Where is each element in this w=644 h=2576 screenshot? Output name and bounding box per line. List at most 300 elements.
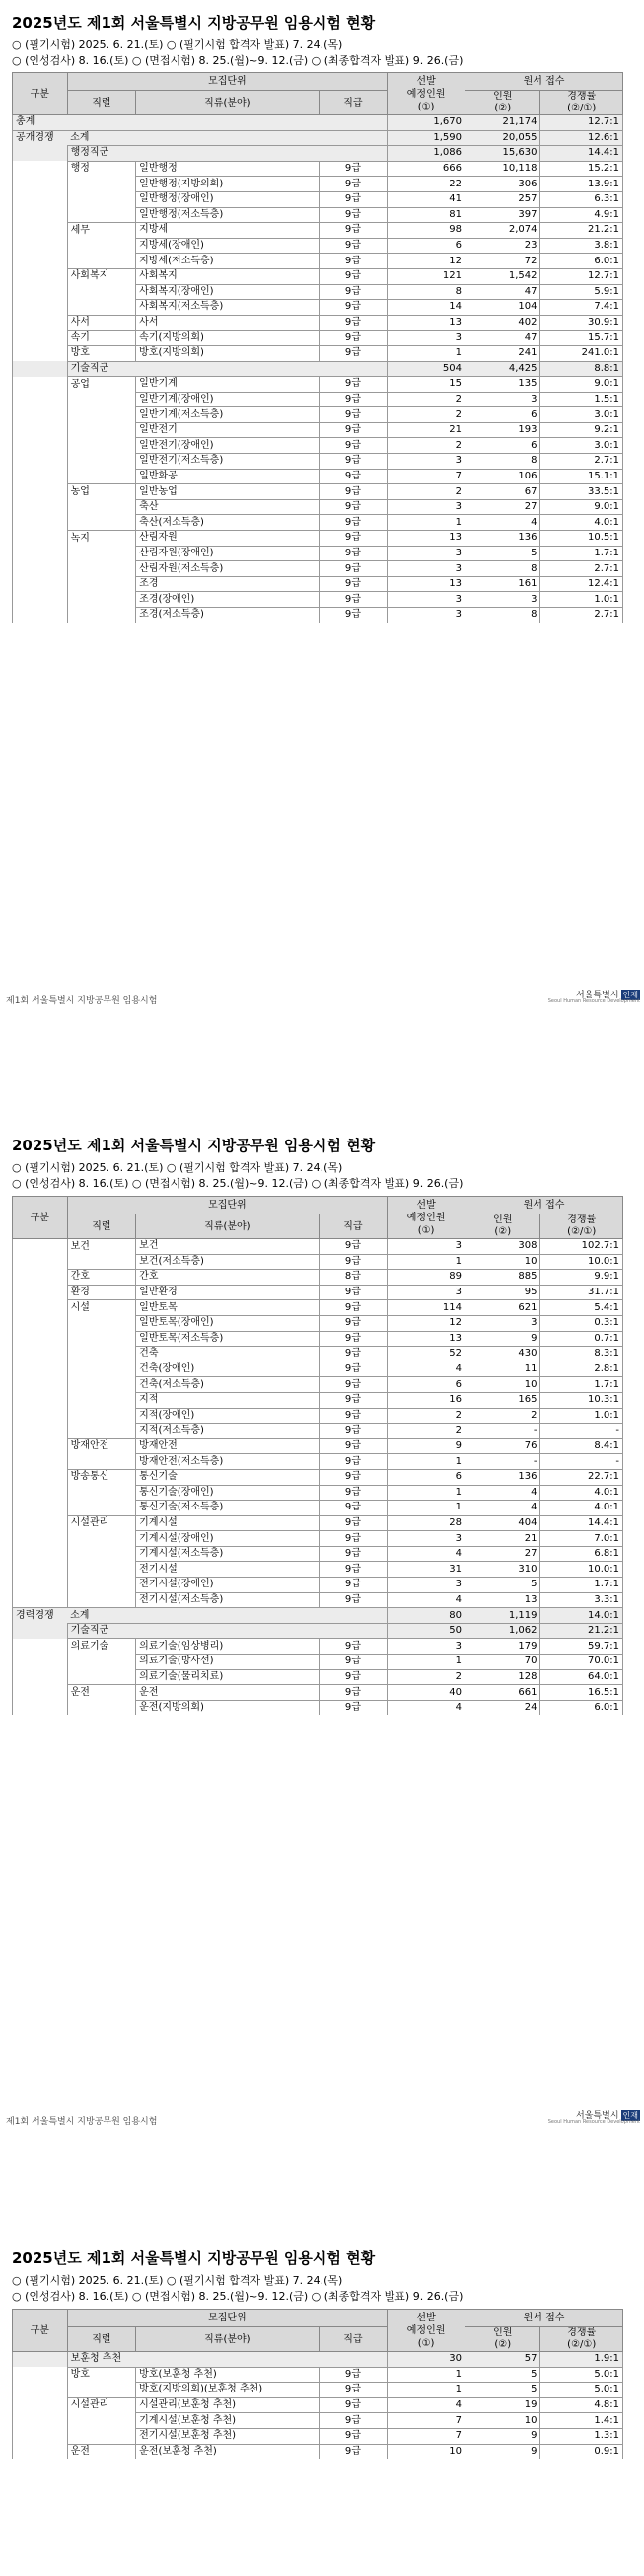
cell-jikryu: 산림자원(저소득층) xyxy=(136,561,319,577)
cell-jikryeol xyxy=(67,1454,136,1470)
recruitment-table xyxy=(12,72,623,623)
cell-applicant-count: 2,074 xyxy=(465,223,539,239)
header-ratio-line: (②/①) xyxy=(567,103,597,113)
table-row xyxy=(13,1270,623,1286)
cell-category xyxy=(13,1285,68,1300)
cell-selection-count: 1,670 xyxy=(388,115,465,131)
header-applicants-line: 인원 xyxy=(493,2327,513,2338)
cell-selection-count: 8 xyxy=(388,284,465,300)
cell-competition-ratio: 7.4:1 xyxy=(540,300,623,316)
cell-jikryeol: 시설 xyxy=(67,1300,136,1316)
cell-category xyxy=(13,499,68,515)
cell-jikgeup: 9급 xyxy=(319,1485,388,1501)
cell-category xyxy=(13,1578,68,1593)
cell-applicant-count: 135 xyxy=(465,377,539,393)
cell-selection-count: 1 xyxy=(388,1501,465,1516)
cell-jikgeup: 9급 xyxy=(319,177,388,192)
cell-jikryeol: 보건 xyxy=(67,1239,136,1255)
header-selection-line: 예정인원 xyxy=(406,88,446,100)
cell-jikgeup: 9급 xyxy=(319,1578,388,1593)
cell-category xyxy=(13,1270,68,1286)
cell-jikryu: 조경(저소득층) xyxy=(136,608,319,623)
schedule-line-1: ○ (필기시험) 2025. 6. 21.(토) ○ (필기시험 합격자 발표) 7. 24.(목) xyxy=(12,38,343,51)
cell-competition-ratio: 2.7:1 xyxy=(540,561,623,577)
table-row xyxy=(13,1592,623,1608)
footer-text: 제1회 서울특별시 지방공무원 임용시험 xyxy=(6,2117,158,2127)
cell-selection-count: 2 xyxy=(388,1408,465,1424)
cell-competition-ratio: 1.7:1 xyxy=(540,546,623,561)
cell-competition-ratio: 1.7:1 xyxy=(540,1377,623,1393)
cell-jikryu: 사회복지 xyxy=(136,268,319,284)
table-row xyxy=(13,191,623,207)
cell-category xyxy=(13,361,68,377)
cell-category xyxy=(13,1485,68,1501)
cell-jikryeol xyxy=(67,1347,136,1362)
cell-applicant-count: 310 xyxy=(465,1562,539,1578)
cell-jikryu: 건축 xyxy=(136,1347,319,1362)
cell-selection-count: 41 xyxy=(388,191,465,207)
cell-competition-ratio: 3.8:1 xyxy=(540,238,623,254)
cell-jikryu: 사회복지(저소득층) xyxy=(136,300,319,316)
cell-applicant-count: 128 xyxy=(465,1669,539,1685)
header-selection-line: (①) xyxy=(417,101,435,112)
cell-category xyxy=(13,2413,68,2429)
cell-jikryu: 보건(저소득층) xyxy=(136,1254,319,1270)
cell-jikgeup: 9급 xyxy=(319,345,388,361)
cell-jikgeup: 9급 xyxy=(319,2413,388,2429)
table-row xyxy=(13,300,623,316)
cell-jikryeol: 사회복지 xyxy=(67,268,136,284)
cell-selection-count: 10 xyxy=(388,2444,465,2459)
table-row xyxy=(13,1362,623,1377)
cell-applicant-count: 136 xyxy=(465,1469,539,1485)
cell-selection-count: 1,086 xyxy=(388,146,465,162)
header-applicants xyxy=(465,91,539,115)
cell-category xyxy=(13,1254,68,1270)
cell-jikryeol xyxy=(67,454,136,470)
cell-jikgeup: 9급 xyxy=(319,499,388,515)
cell-jikryu: 건축(장애인) xyxy=(136,1362,319,1377)
cell-jikryu: 일반농업 xyxy=(136,484,319,500)
cell-selection-count: 3 xyxy=(388,1239,465,1255)
header-ratio xyxy=(540,91,623,115)
header-applicants xyxy=(465,1214,539,1239)
cell-selection-count: 1 xyxy=(388,515,465,531)
cell-category xyxy=(13,1331,68,1347)
cell-selection-count: 28 xyxy=(388,1515,465,1531)
cell-jikryeol xyxy=(67,438,136,454)
table-row xyxy=(13,422,623,438)
cell-category xyxy=(13,146,68,162)
cell-selection-count: 21 xyxy=(388,422,465,438)
table-row xyxy=(13,2413,623,2429)
cell-selection-count: 3 xyxy=(388,1531,465,1547)
cell-jikryeol xyxy=(67,592,136,608)
cell-category xyxy=(13,191,68,207)
cell-category xyxy=(13,268,68,284)
cell-jikryeol xyxy=(67,1655,136,1670)
cell-jikryu: 방호(지방의회)(보훈청 추천) xyxy=(136,2383,319,2398)
table-row xyxy=(13,284,623,300)
cell-jikryeol: 시설관리 xyxy=(67,2397,136,2413)
cell-jikryeol xyxy=(67,300,136,316)
table-row xyxy=(13,238,623,254)
cell-competition-ratio: 6.8:1 xyxy=(540,1546,623,1562)
cell-jikryu: 일반화공 xyxy=(136,469,319,484)
cell-jikryeol xyxy=(67,2413,136,2429)
cell-jikryu: 통신기술(저소득층) xyxy=(136,1501,319,1516)
cell-category xyxy=(13,2444,68,2459)
cell-jikryeol: 속기 xyxy=(67,331,136,346)
cell-jikryeol: 방송통신 xyxy=(67,1469,136,1485)
cell-applicant-count: 5 xyxy=(465,546,539,561)
cell-jikryu: 일반기계 xyxy=(136,377,319,393)
cell-selection-count: 1 xyxy=(388,1454,465,1470)
table-row xyxy=(13,146,623,162)
cell-jikryu: 일반행정 xyxy=(136,161,319,177)
cell-competition-ratio: 12.6:1 xyxy=(540,130,623,146)
cell-applicant-count: 10,118 xyxy=(465,161,539,177)
cell-category xyxy=(13,454,68,470)
cell-jikryu: 지방세(장애인) xyxy=(136,238,319,254)
table-row xyxy=(13,531,623,547)
cell-jikgeup: 9급 xyxy=(319,238,388,254)
schedule-line-2: ○ (인성검사) 8. 16.(토) ○ (면접시험) 8. 25.(월)~9. 12.(금) ○ (최종합격자 발표) 9. 26.(금) xyxy=(12,1177,464,1190)
cell-jikgeup: 9급 xyxy=(319,469,388,484)
cell-competition-ratio: 15.2:1 xyxy=(540,161,623,177)
cell-selection-count: 504 xyxy=(388,361,465,377)
schedule-line-1: ○ (필기시험) 2025. 6. 21.(토) ○ (필기시험 합격자 발표) 7. 24.(목) xyxy=(12,1161,343,1174)
table-row xyxy=(13,2397,623,2413)
cell-jikgeup: 9급 xyxy=(319,1592,388,1608)
cell-jikgeup: 9급 xyxy=(319,254,388,269)
cell-jikryu: 의료기술(임상병리) xyxy=(136,1639,319,1655)
cell-category xyxy=(13,1562,68,1578)
cell-competition-ratio: 8.3:1 xyxy=(540,1347,623,1362)
cell-applicant-count: 1,119 xyxy=(465,1608,539,1624)
cell-selection-count: 3 xyxy=(388,331,465,346)
cell-applicant-count: 179 xyxy=(465,1639,539,1655)
cell-jikgeup: 9급 xyxy=(319,392,388,407)
cell-jikgeup: 9급 xyxy=(319,1392,388,1408)
cell-jikgeup: 9급 xyxy=(319,1438,388,1454)
cell-applicant-count: 15,630 xyxy=(465,146,539,162)
cell-applicant-count: 1,062 xyxy=(465,1623,539,1639)
cell-jikgeup: 9급 xyxy=(319,1562,388,1578)
cell-category xyxy=(13,1315,68,1331)
cell-applicant-count: 27 xyxy=(465,1546,539,1562)
cell-jikryeol xyxy=(67,469,136,484)
cell-category xyxy=(13,1623,68,1639)
cell-category xyxy=(13,576,68,592)
cell-selection-count: 31 xyxy=(388,1562,465,1578)
cell-competition-ratio: 1.9:1 xyxy=(540,2352,623,2368)
cell-jikgeup: 9급 xyxy=(319,1239,388,1255)
cell-jikryeol xyxy=(67,2383,136,2398)
header-applicants-line: 인원 xyxy=(493,1214,513,1225)
table-row xyxy=(13,1285,623,1300)
cell-competition-ratio: 1.4:1 xyxy=(540,2413,623,2429)
cell-applicant-count: 19 xyxy=(465,2397,539,2413)
header-selection-line: 선발 xyxy=(416,1199,436,1211)
header-jikryu: 직류(분야) xyxy=(136,2327,319,2352)
cell-jikgeup: 9급 xyxy=(319,1285,388,1300)
cell-selection-count: 30 xyxy=(388,2352,465,2368)
cell-applicant-count: 9 xyxy=(465,2428,539,2444)
cell-category xyxy=(13,238,68,254)
cell-applicant-count: 72 xyxy=(465,254,539,269)
cell-competition-ratio: 9.2:1 xyxy=(540,422,623,438)
cell-jikryeol: 방재안전 xyxy=(67,1438,136,1454)
cell-applicant-count: 106 xyxy=(465,469,539,484)
cell-jikgeup: 9급 xyxy=(319,422,388,438)
cell-jikryu: 지적(장애인) xyxy=(136,1408,319,1424)
cell-jikryeol xyxy=(67,1546,136,1562)
cell-selection-count: 2 xyxy=(388,484,465,500)
header-ratio-line: 경쟁률 xyxy=(567,91,597,102)
cell-competition-ratio: 10.5:1 xyxy=(540,531,623,547)
cell-category xyxy=(13,315,68,331)
cell-jikryu: 일반행정(지방의회) xyxy=(136,177,319,192)
header-jikgeup: 직급 xyxy=(319,91,388,115)
cell-applicant-count: 10 xyxy=(465,1254,539,1270)
cell-competition-ratio: 4.0:1 xyxy=(540,515,623,531)
logo-text: 서울특별시 xyxy=(576,991,619,1000)
cell-applicant-count: - xyxy=(465,1424,539,1439)
cell-category xyxy=(13,561,68,577)
cell-applicant-count: 95 xyxy=(465,1285,539,1300)
table-row xyxy=(13,1655,623,1670)
cell-jikgeup: 9급 xyxy=(319,1424,388,1439)
cell-jikryu: 보건 xyxy=(136,1239,319,1255)
cell-category xyxy=(13,1546,68,1562)
cell-applicant-count: 5 xyxy=(465,2383,539,2398)
cell-jikryu: 산림자원(장애인) xyxy=(136,546,319,561)
table-row xyxy=(13,2444,623,2459)
cell-selection-count: 9 xyxy=(388,1438,465,1454)
cell-category xyxy=(13,531,68,547)
table-row xyxy=(13,407,623,423)
cell-competition-ratio: 14.0:1 xyxy=(540,1608,623,1624)
cell-group-label: 기술직군 xyxy=(67,361,388,377)
cell-jikryu: 사서 xyxy=(136,315,319,331)
cell-selection-count: 98 xyxy=(388,223,465,239)
cell-jikryu: 의료기술(방사선) xyxy=(136,1655,319,1670)
cell-jikryu: 건축(저소득층) xyxy=(136,1377,319,1393)
header-selection-line: (①) xyxy=(417,2337,435,2349)
cell-jikryeol: 세무 xyxy=(67,223,136,239)
table-row xyxy=(13,1454,623,1470)
cell-selection-count: 2 xyxy=(388,438,465,454)
cell-jikgeup: 9급 xyxy=(319,1685,388,1701)
cell-category xyxy=(13,469,68,484)
cell-applicant-count: 2 xyxy=(465,1408,539,1424)
cell-applicant-count: 306 xyxy=(465,177,539,192)
header-jikryeol: 직렬 xyxy=(67,91,136,115)
cell-group-label: 행정직군 xyxy=(67,146,388,162)
table-row xyxy=(13,392,623,407)
cell-selection-count: 3 xyxy=(388,608,465,623)
schedule-line-1: ○ (필기시험) 2025. 6. 21.(토) ○ (필기시험 합격자 발표) 7. 24.(목) xyxy=(12,2274,343,2287)
cell-applicant-count: 621 xyxy=(465,1300,539,1316)
cell-applicant-count: 20,055 xyxy=(465,130,539,146)
cell-selection-count: 1,590 xyxy=(388,130,465,146)
cell-applicant-count: 8 xyxy=(465,608,539,623)
cell-competition-ratio: 70.0:1 xyxy=(540,1655,623,1670)
cell-applicant-count: 47 xyxy=(465,284,539,300)
cell-applicant-count: 430 xyxy=(465,1347,539,1362)
cell-applicant-count: 47 xyxy=(465,331,539,346)
cell-category xyxy=(13,284,68,300)
header-selection-line: (①) xyxy=(417,1224,435,1236)
cell-selection-count: 7 xyxy=(388,2413,465,2429)
header-gubun: 구분 xyxy=(13,73,68,115)
cell-selection-count: 2 xyxy=(388,392,465,407)
cell-selection-count: 4 xyxy=(388,1592,465,1608)
cell-jikryeol xyxy=(67,1501,136,1516)
cell-selection-count: 13 xyxy=(388,576,465,592)
cell-jikryeol xyxy=(67,1377,136,1393)
cell-jikryeol xyxy=(67,1700,136,1715)
header-applicants-line: (②) xyxy=(494,1226,512,1237)
header-selection-line: 예정인원 xyxy=(406,1212,446,1223)
cell-jikryu: 조경(장애인) xyxy=(136,592,319,608)
cell-category xyxy=(13,484,68,500)
cell-jikryeol: 간호 xyxy=(67,1270,136,1286)
cell-group-label: 기술직군 xyxy=(67,1623,388,1639)
cell-jikryeol: 시설관리 xyxy=(67,1515,136,1531)
cell-competition-ratio: 3.0:1 xyxy=(540,407,623,423)
cell-jikryu: 운전 xyxy=(136,1685,319,1701)
cell-category xyxy=(13,546,68,561)
table-row xyxy=(13,115,623,131)
cell-competition-ratio: 64.0:1 xyxy=(540,1669,623,1685)
cell-subtotal-label: 소계 xyxy=(67,1608,388,1624)
cell-competition-ratio: 2.7:1 xyxy=(540,608,623,623)
header-applicants-line: 인원 xyxy=(493,91,513,102)
table-row xyxy=(13,592,623,608)
cell-jikryu: 축산 xyxy=(136,499,319,515)
header-ratio xyxy=(540,1214,623,1239)
cell-applicant-count: 5 xyxy=(465,2367,539,2383)
cell-jikryu: 일반기계(장애인) xyxy=(136,392,319,407)
cell-selection-count: 16 xyxy=(388,1392,465,1408)
table-row xyxy=(13,1669,623,1685)
cell-category xyxy=(13,2428,68,2444)
cell-category xyxy=(13,1300,68,1316)
cell-selection-count: 13 xyxy=(388,315,465,331)
cell-category xyxy=(13,1700,68,1715)
cell-competition-ratio: 10.0:1 xyxy=(540,1562,623,1578)
cell-competition-ratio: 5.0:1 xyxy=(540,2383,623,2398)
table-row xyxy=(13,515,623,531)
cell-jikryeol xyxy=(67,608,136,623)
header-selection-line: 예정인원 xyxy=(406,2324,446,2336)
cell-applicant-count: 257 xyxy=(465,191,539,207)
cell-jikgeup: 9급 xyxy=(319,268,388,284)
logo-text: 서울특별시 xyxy=(576,2111,619,2121)
cell-jikryeol: 방호 xyxy=(67,2367,136,2383)
table-row xyxy=(13,1438,623,1454)
table-row xyxy=(13,1485,623,1501)
table-row xyxy=(13,2367,623,2383)
cell-selection-count: 3 xyxy=(388,1578,465,1593)
cell-competition-ratio: 1.3:1 xyxy=(540,2428,623,2444)
cell-competition-ratio: 5.9:1 xyxy=(540,284,623,300)
cell-applicant-count: 3 xyxy=(465,592,539,608)
header-jikryu: 직류(분야) xyxy=(136,1214,319,1239)
cell-selection-count: 3 xyxy=(388,499,465,515)
cell-competition-ratio: 0.9:1 xyxy=(540,2444,623,2459)
logo-subtitle: Seoul Human Resource Development xyxy=(547,998,640,1004)
cell-competition-ratio: 4.0:1 xyxy=(540,1485,623,1501)
cell-jikgeup: 9급 xyxy=(319,531,388,547)
table-row xyxy=(13,177,623,192)
logo-box: 인재 xyxy=(622,2111,638,2120)
cell-competition-ratio: 1.0:1 xyxy=(540,1408,623,1424)
header-selection-line: 선발 xyxy=(416,75,436,87)
cell-selection-count: 4 xyxy=(388,1546,465,1562)
cell-jikgeup: 9급 xyxy=(319,2444,388,2459)
header-selection xyxy=(388,2310,465,2352)
cell-category xyxy=(13,1469,68,1485)
cell-applicant-count: 4 xyxy=(465,1501,539,1516)
cell-competition-ratio: 21.2:1 xyxy=(540,1623,623,1639)
header-unit: 모집단위 xyxy=(67,73,388,91)
seoul-hrd-logo xyxy=(547,2108,640,2125)
cell-jikryu: 지적(저소득층) xyxy=(136,1424,319,1439)
cell-jikgeup: 9급 xyxy=(319,1331,388,1347)
table-row xyxy=(13,1515,623,1531)
cell-applicant-count: 21 xyxy=(465,1531,539,1547)
cell-competition-ratio: 8.4:1 xyxy=(540,1438,623,1454)
cell-category xyxy=(13,407,68,423)
cell-competition-ratio: 7.0:1 xyxy=(540,1531,623,1547)
page-title: 2025년도 제1회 서울특별시 지방공무원 임용시험 현황 xyxy=(12,1137,376,1154)
cell-jikryu: 전기시설 xyxy=(136,1562,319,1578)
cell-applicant-count: 10 xyxy=(465,1377,539,1393)
table-row xyxy=(13,1315,623,1331)
cell-jikryu: 속기(지방의회) xyxy=(136,331,319,346)
cell-jikryeol xyxy=(67,284,136,300)
cell-jikryu: 산림자원 xyxy=(136,531,319,547)
table-row xyxy=(13,254,623,269)
cell-jikryeol xyxy=(67,499,136,515)
cell-competition-ratio: 10.3:1 xyxy=(540,1392,623,1408)
cell-applicant-count: 27 xyxy=(465,499,539,515)
cell-category xyxy=(13,1639,68,1655)
cell-applicant-count: 70 xyxy=(465,1655,539,1670)
cell-jikryeol xyxy=(67,1592,136,1608)
cell-jikgeup: 9급 xyxy=(319,1655,388,1670)
cell-jikgeup: 9급 xyxy=(319,1347,388,1362)
cell-category: 경력경쟁 xyxy=(13,1608,68,1624)
cell-jikryeol xyxy=(67,1408,136,1424)
cell-applicant-count: 885 xyxy=(465,1270,539,1286)
cell-category xyxy=(13,345,68,361)
cell-selection-count: 40 xyxy=(388,1685,465,1701)
cell-jikgeup: 9급 xyxy=(319,315,388,331)
header-jikryeol: 직렬 xyxy=(67,1214,136,1239)
cell-selection-count: 6 xyxy=(388,1377,465,1393)
header-selection-line: 선발 xyxy=(416,2312,436,2323)
cell-applicant-count: 241 xyxy=(465,345,539,361)
cell-competition-ratio: 15.7:1 xyxy=(540,331,623,346)
cell-competition-ratio: 9.0:1 xyxy=(540,499,623,515)
header-application: 원서 접수 xyxy=(465,73,622,91)
cell-jikryu: 일반행정(저소득층) xyxy=(136,207,319,223)
table-row xyxy=(13,608,623,623)
